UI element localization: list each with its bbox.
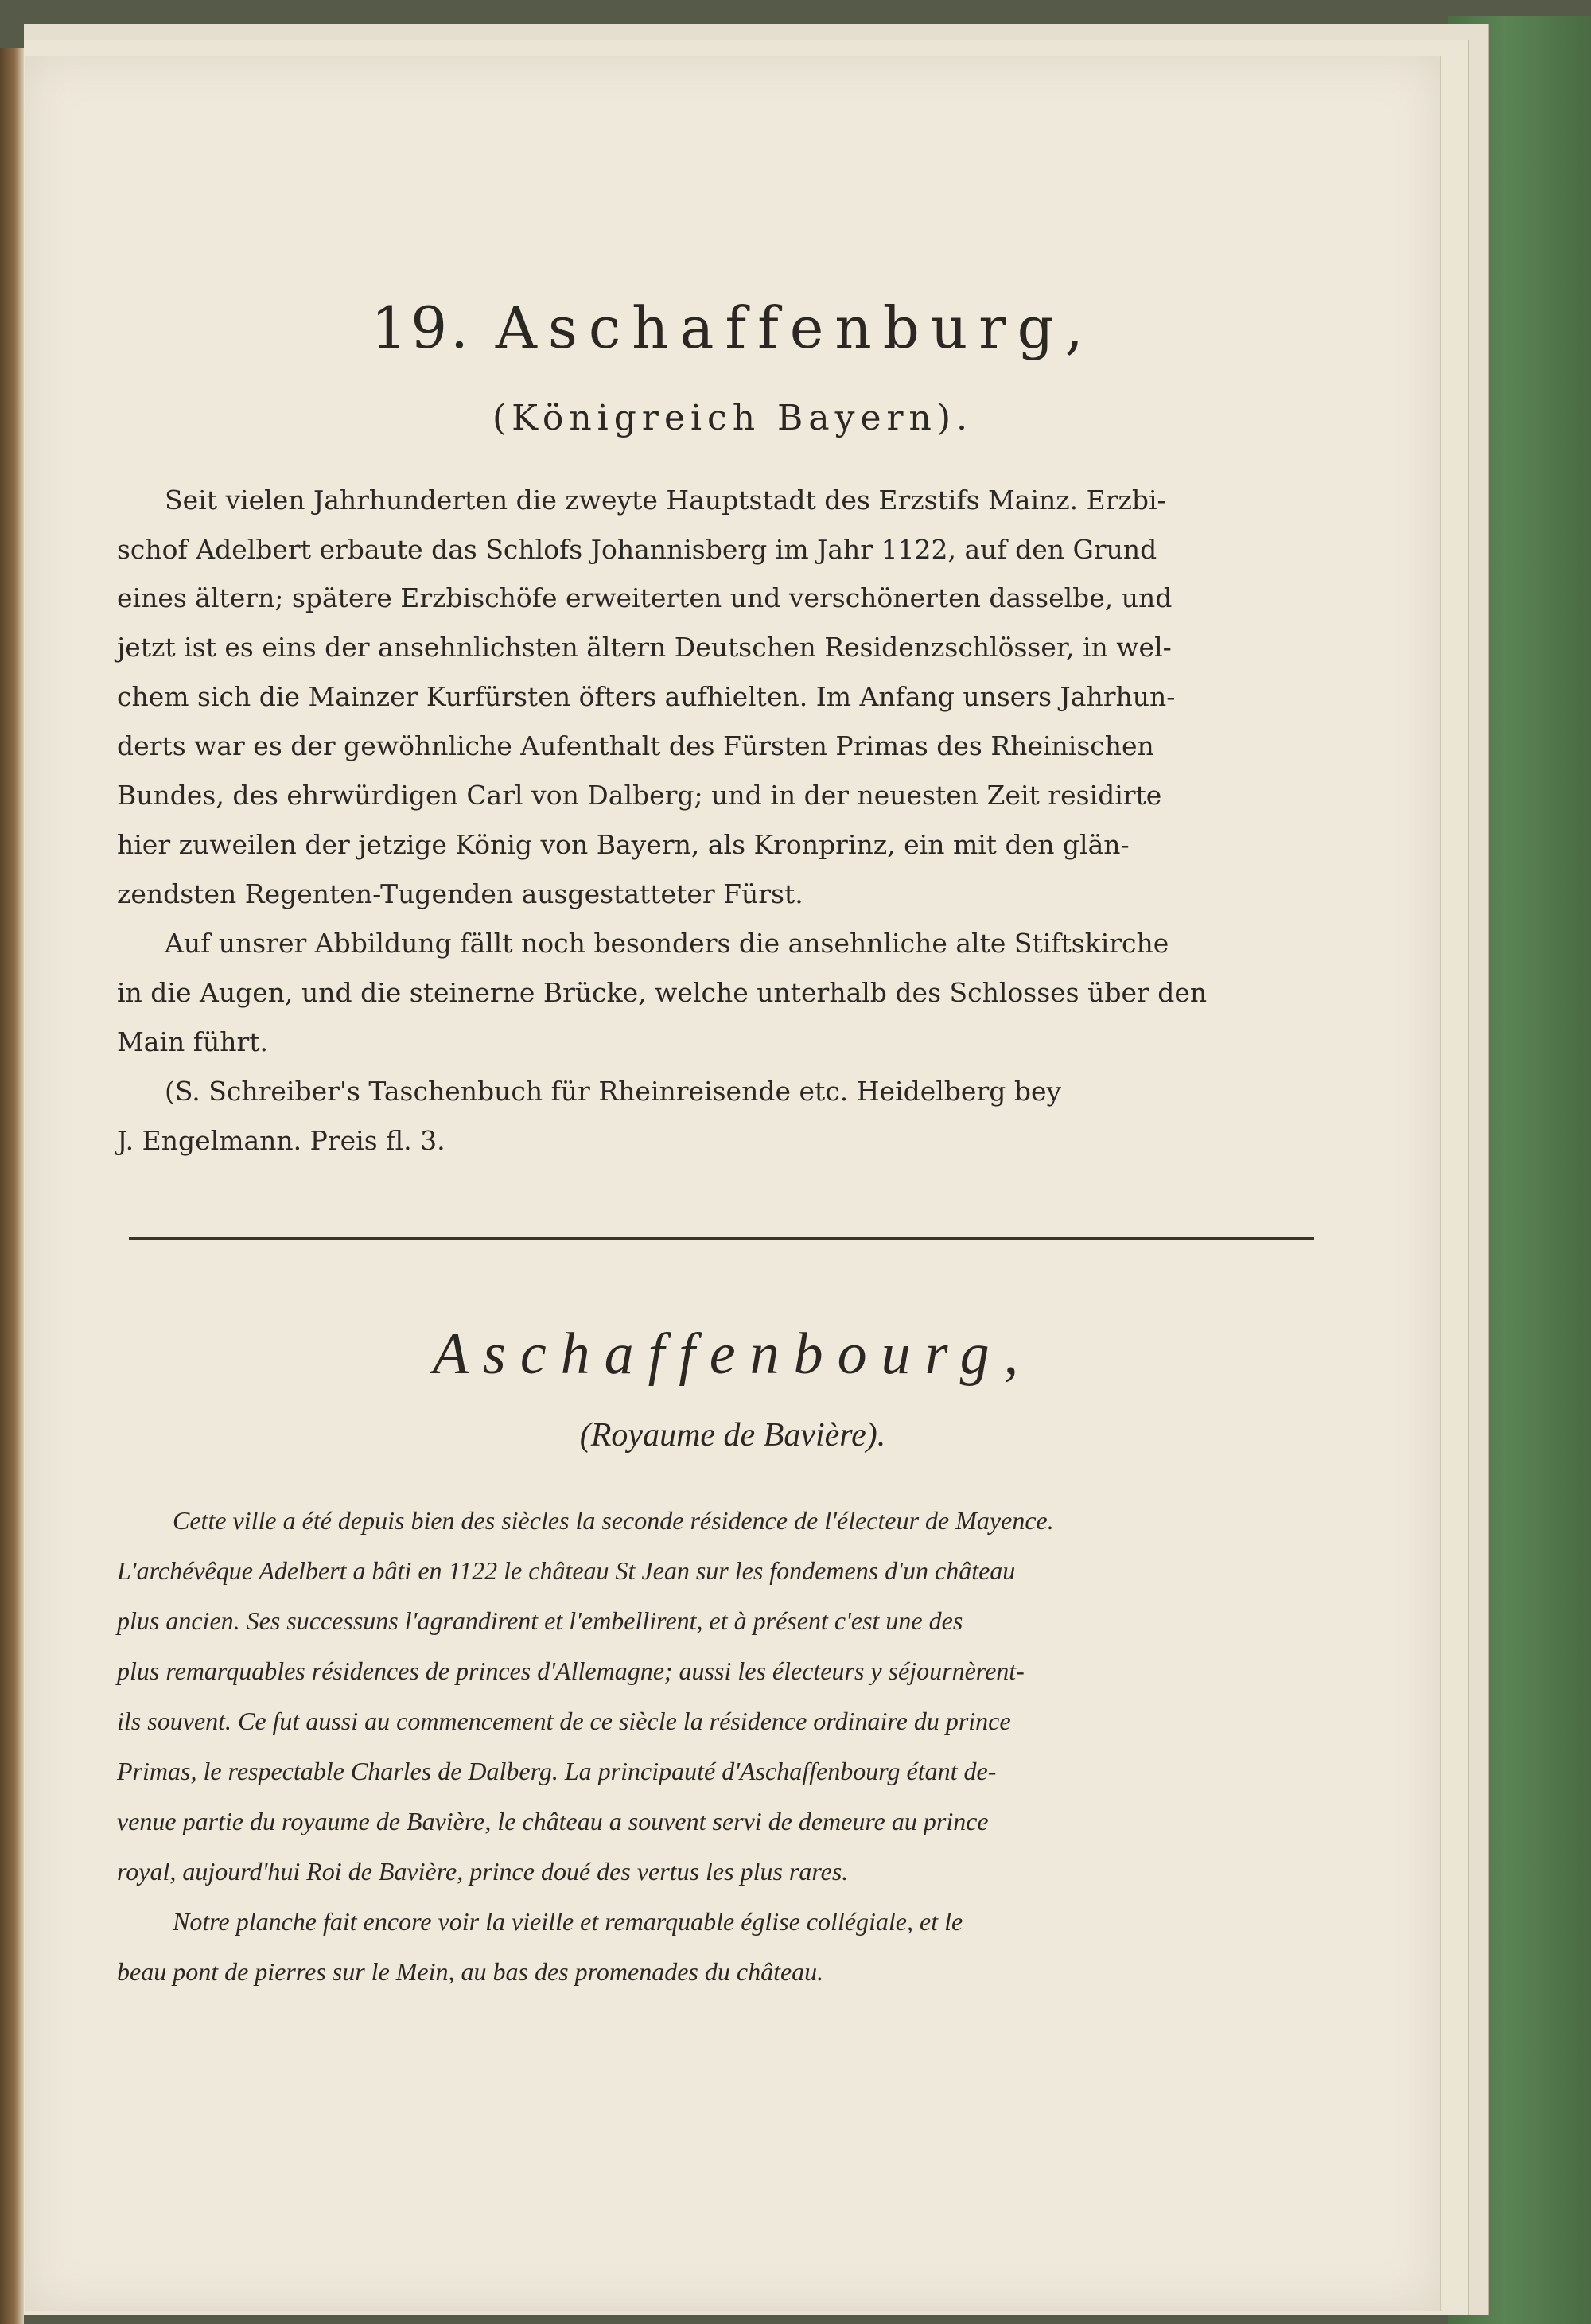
german-subtitle: (Königreich Bayern). [492, 398, 974, 438]
french-line: beau pont de pierres sur le Mein, au bas des promenades du château. [117, 1957, 824, 1986]
french-line: Cette ville a été depuis bien des siècles la seconde résidence de l'électeur de Mayence. [173, 1506, 1054, 1535]
german-line: Auf unsrer Abbildung fällt noch besonders die ansehnliche alte Stiftskirche [165, 928, 1169, 959]
german-line: derts war es der gewöhnliche Aufenthalt des Fürsten Primas des Rheinischen [117, 730, 1154, 761]
german-line: chem sich die Mainzer Kurfürsten öfters aufhielten. Im Anfang unsers Jahrhun- [117, 681, 1176, 712]
german-line: Seit vielen Jahrhunderten die zweyte Hauptstadt des Erzstifs Mainz. Erzbi- [165, 485, 1166, 516]
german-line: (S. Schreiber's Taschenbuch für Rheinreisende etc. Heidelberg bey [165, 1076, 1062, 1107]
heading-number: 19. [371, 294, 472, 361]
german-line: eines ältern; spätere Erzbischöfe erweiterten und verschönerten dasselbe, und [117, 582, 1173, 613]
french-line: plus ancien. Ses successuns l'agrandirent et l'embellirent, et à présent c'est une des [117, 1606, 963, 1635]
german-line: hier zuweilen der jetzige König von Bayern, als Kronprinz, ein mit den glän- [117, 829, 1130, 860]
german-line: Main führt. [117, 1026, 269, 1057]
french-heading: Aschaffenbourg, [432, 1322, 1033, 1387]
french-line: venue partie du royaume de Bavière, le château a souvent servi de demeure au prince [117, 1807, 989, 1835]
french-line: royal, aujourd'hui Roi de Bavière, prince doué des vertus les plus rares. [117, 1857, 849, 1886]
french-line: plus remarquables résidences de princes d'Allemagne; aussi les électeurs y séjournèrent- [117, 1656, 1025, 1685]
german-line: Bundes, des ehrwürdigen Carl von Dalberg; und in der neuesten Zeit residirte [117, 780, 1162, 811]
french-line: ils souvent. Ce fut aussi au commencement de ce siècle la résidence ordinaire du prince [117, 1707, 1011, 1735]
german-line: J. Engelmann. Preis fl. 3. [117, 1125, 445, 1156]
french-line: Primas, le respectable Charles de Dalberg. La principauté d'Aschaffenbourg étant de- [117, 1757, 997, 1785]
german-heading [25, 294, 1440, 361]
german-line: jetzt ist es eins der ansehnlichsten ältern Deutschen Residenzschlösser, in wel- [117, 632, 1172, 663]
french-line: Notre planche fait encore voir la vieille et remarquable église collégiale, et le [173, 1907, 963, 1936]
french-subtitle: (Royaume de Bavière). [579, 1417, 886, 1454]
book-page [25, 56, 1441, 2311]
binding-edge [0, 48, 24, 2324]
german-line: zendsten Regenten-Tugenden ausgestatteter Fürst. [117, 878, 803, 909]
french-line: L'archévêque Adelbert a bâti en 1122 le château St Jean sur les fondemens d'un château [117, 1556, 1016, 1585]
german-line: schof Adelbert erbaute das Schlofs Johannisberg im Jahr 1122, auf den Grund [117, 534, 1157, 565]
section-divider [129, 1237, 1314, 1240]
heading-title: Aschaffenburg, [495, 294, 1095, 361]
german-line: in die Augen, und die steinerne Brücke, welche unterhalb des Schlosses über den [117, 977, 1208, 1008]
